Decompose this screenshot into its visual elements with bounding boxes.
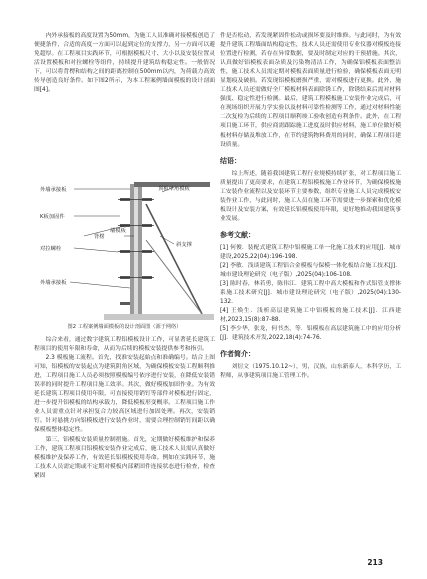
- reference-item: [3] 陈时春，林若勇，陈伟江．建筑工程中高大模板和作式铝管支撑体系施工技术研究[J]．城市建设理论研究（电子版）,2025(04):130-132.: [220, 281, 401, 306]
- reference-item: [2] 李敏．浅谈建筑工程铝合金模板与保模一体化板结合施工技术[J]．城市建设理论研究（电子版）,2025(04):106-108.: [220, 262, 401, 279]
- body-paragraph: 件是否松动，若发现紧固件松动或损坏要及时维修。与此同时，为有效提升建筑工程墙面结构稳定性，技术人员还需使用专业仪器对模板连接位置进行检测，若存在异常数据，要及时制定对应的干预措施。其次，认真做好铝模板表面杂质及污染物清洁工作，为确保铝模板表面整洁性，施工技术人员需定期对模板表面质量进行检验，确保模板表面无明显划痕及破损。若发现铝模板磨损严重，需对模板进行更换。此外，施工技术人员还需做好全厂模板材料表面除锈工作，除锈结束后需对材料强度、稳定性进行检测。最后，建筑工程模板施工安装作业完成后，可在现场组织开展力学实验以及材料可靠性检测等工作，通过对材料性能二次复检为后续的工程项目顺利竣工验收创造有利条件。此外，在工程项目施工环节，供应商需跟踪施工进度及时供应材料，施工单位做好模板材料存储及堆放工作，在节约建筑物料费用的同时，确保工程项目建设质量。: [220, 33, 401, 148]
- left-column: [34, 32, 215, 95]
- reference-item: [4] 王焕生．浅析高层建筑施工中铝模板的施工技术[J]．江西建材,2023,15(8):87-88.: [220, 308, 401, 324]
- body-paragraph: 第三，铝模板安装质量控制措施。首先，定期做好模板维护和保养工作，建筑工程项目铝模板安装作业完成后，施工技术人员需认真做好模板维护及保养工作，有效延长铝模板使用寿命。例如在实践环节，施工技术人员需定期或不定期对模板内部紧固件连接状态进行检查，检查紧固: [34, 436, 215, 479]
- conclusion-text: [220, 170, 401, 224]
- body-paragraph: 2.3 模板施工流程。首先，找准安装起始点和准确编号。结合上图可知，铝模板的安装起点为建筑阴角区域，为确保模板安装工程顺利推进，工程项目施工人员必须按照模板编号依序进行安装，在降低安装错误率的同时提升工程项目施工效率。其次，做好模板加固作业。为有效延长建筑工程项目使用年限，可直接使用销钉等部件对模板进行固定，进一步提升铝模板的结构承载力，降低模板形变概率。工程项目施工作业人员需重点针对承担复合力较高区域进行加固处理。再次，安装销钉。针对悬挑方向铝模板进行安装作业时，需要合理控制销钉间距以确保模板整体稳定性。: [34, 355, 215, 434]
- left-top-text: [34, 32, 215, 95]
- right-column: [220, 32, 401, 382]
- label-outer-plate-2: 外墙承接板: [40, 280, 67, 286]
- wall-formwork-inner: [130, 184, 134, 314]
- author-paragraph: 刘衍文（1975.10.12~），男，汉族，山东新泰人，本科学历，工程师，从事建筑项目施工管理工作。: [220, 364, 401, 380]
- reference-item: [5] 李少华，张龙，何书杰，等．铝模板在高层建筑施工中的应用分析[J]．建筑技术开发,2022,18(4):74-76.: [220, 326, 401, 342]
- wall-core: [134, 184, 138, 314]
- label-outer-plate: 外墙承接板: [40, 187, 67, 193]
- figure-2-section-drawing: [34, 180, 215, 322]
- body-paragraph: 内外承接板的高度设置为50mm，为施工人员准确对接模板创造了便捷条件，合适的高度一方面可以起到定位的支撑力，另一方面可以避免超厚。在工程项目实践环节，可根据模板尺寸、大小以及安装位置灵活设置模板和对拉螺栓等组件，持续提升建筑结构稳定性。一般情况下，可以将背楞和结构之间的距离控制在500mm以内，为荷载力高效传导创造良好条件。如下图2所示，为本工程案例墙面模板的设计剖面图[4]。: [34, 33, 215, 94]
- label-cover-plate: 顶板单角模板: [158, 186, 190, 192]
- author-title: 作者简介：: [220, 350, 255, 359]
- body-paragraph: 综合来看，通过数字建筑工程铝模板设计工作，可显著延长建筑工程项目的使用年限和寿命，从而为后续的模板安装提供参考和指引。: [34, 337, 215, 353]
- left-bottom-text: [34, 336, 215, 481]
- page-number: 213: [367, 558, 383, 567]
- right-top-text: [220, 32, 401, 150]
- label-pull-bolt: 对拉螺栓: [40, 246, 62, 252]
- floor-slab: [104, 314, 214, 320]
- label-slanted-support: 斜支撑: [176, 242, 192, 248]
- label-rear-brace: 背楞: [94, 234, 105, 240]
- figure-caption: 图2 工程案例墙面模板的设计剖面图（源于网络）: [67, 324, 182, 330]
- label-wall-form: 墙模板: [110, 228, 126, 234]
- references-title: 参考文献：: [220, 230, 255, 239]
- label-k-bolt: K板加固件: [40, 214, 65, 220]
- wall-formwork-section-diagram: [34, 180, 215, 322]
- wall-formwork-outer: [138, 184, 142, 314]
- author-bio: [220, 363, 401, 381]
- reference-item: [1] 何俊．装配式建筑工程中铝模施工单一化施工技术的应用[J]．城市建设,2025,22(04):196-198.: [220, 244, 401, 260]
- conclusion-title: 结语：: [220, 156, 241, 165]
- body-paragraph: 综上所述，随着我国建筑工程行业规模持续扩张，对工程项目施工质量提出了更高要求，在建筑工程铝模板施工作业环节，为确保模板施工安装作业流程以及安装环节主要参数，组织专业施工人员完成模板安装作业工作，与此同时，施工人员在施工环节需要进一步探索和优化模板设计及安装方案，有效延长铝模板使用年限，更好地推动我国建筑事业发展。: [220, 170, 401, 222]
- references-list: [220, 244, 401, 344]
